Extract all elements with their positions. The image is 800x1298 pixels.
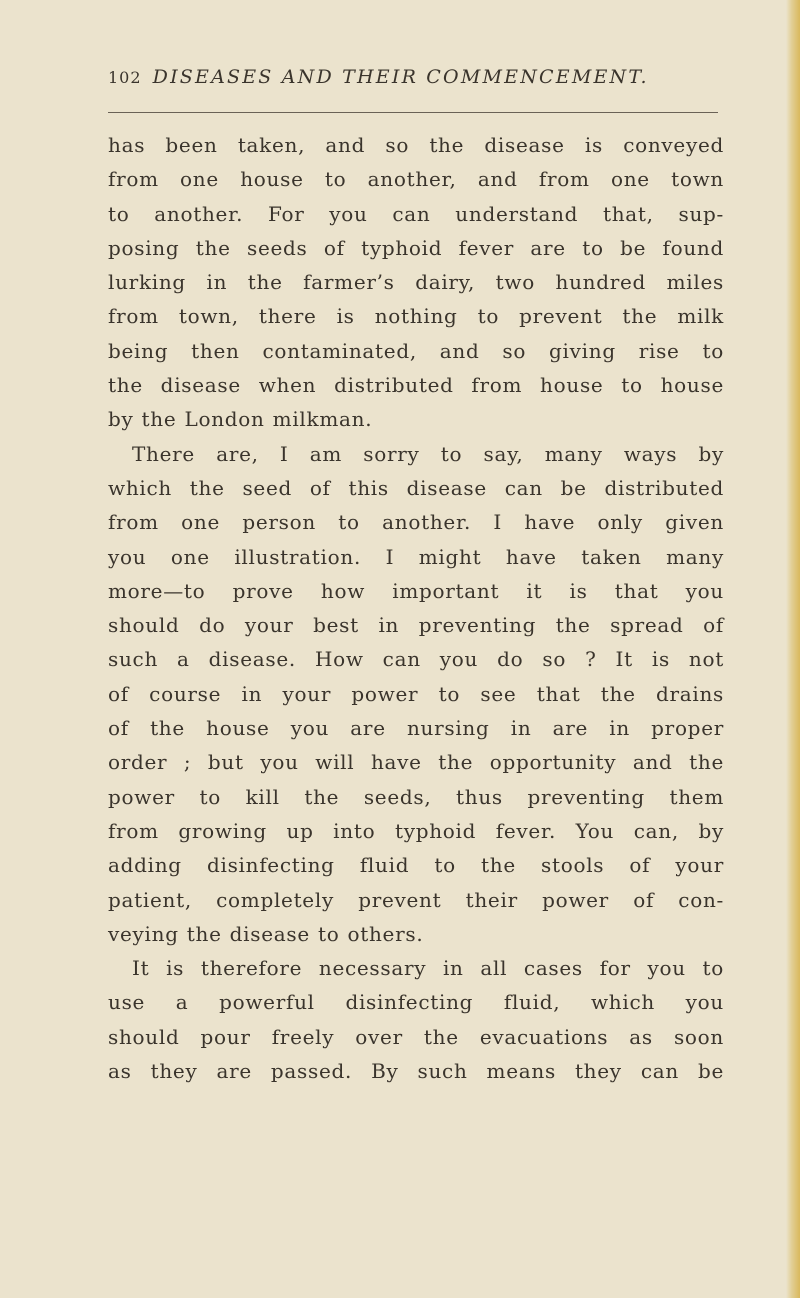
page-number: 102: [108, 68, 142, 87]
text-line: as they are passed. By such means they can be: [108, 1059, 724, 1084]
text-line: should do your best in preventing the spread of: [108, 613, 724, 638]
body-text: [108, 128, 724, 1088]
running-head: DISEASES AND THEIR COMMENCEMENT.: [152, 66, 649, 88]
text-line: more—to prove how important it is that you: [108, 578, 724, 603]
text-line: from town, there is nothing to prevent the milk: [108, 304, 724, 329]
text-line: the disease when distributed from house to house: [108, 373, 724, 398]
text-line: from one person to another. I have only given: [108, 510, 724, 535]
text-line: to another. For you can understand that, sup-: [108, 201, 724, 226]
text-line: of course in your power to see that the drains: [108, 681, 724, 706]
text-line: from growing up into typhoid fever. You can, by: [108, 818, 724, 843]
text-line: being then contaminated, and so giving rise to: [108, 338, 724, 363]
text-line: from one house to another, and from one town: [108, 167, 724, 192]
text-line: such a disease. How can you do so ? It is not: [108, 647, 724, 672]
text-line: by the London milkman.: [108, 407, 373, 432]
text-line: which the seed of this disease can be distributed: [108, 475, 724, 500]
text-line: should pour freely over the evacuations as soon: [108, 1024, 724, 1049]
page-header: [108, 62, 718, 92]
text-line: of the house you are nursing in are in proper: [108, 716, 724, 741]
text-line: adding disinfecting fluid to the stools of your: [108, 853, 724, 878]
text-line: power to kill the seeds, thus preventing them: [108, 784, 724, 809]
paragraph-start: It is therefore necessary in all cases for you to: [132, 956, 724, 981]
text-line: posing the seeds of typhoid fever are to be found: [108, 235, 724, 260]
text-line: you one illustration. I might have taken many: [108, 544, 724, 569]
text-line: veying the disease to others.: [108, 921, 424, 946]
text-line: has been taken, and so the disease is conveyed: [108, 133, 724, 157]
text-line: patient, completely prevent their power of con-: [108, 887, 724, 912]
text-line: lurking in the farmer’s dairy, two hundred miles: [108, 270, 724, 295]
text-line: order ; but you will have the opportunity and the: [108, 750, 724, 775]
page-edge: [786, 0, 800, 1298]
paragraph-start: There are, I am sorry to say, many ways by: [132, 441, 724, 466]
header-rule: [108, 112, 718, 113]
text-line: use a powerful disinfecting fluid, which you: [108, 990, 724, 1015]
